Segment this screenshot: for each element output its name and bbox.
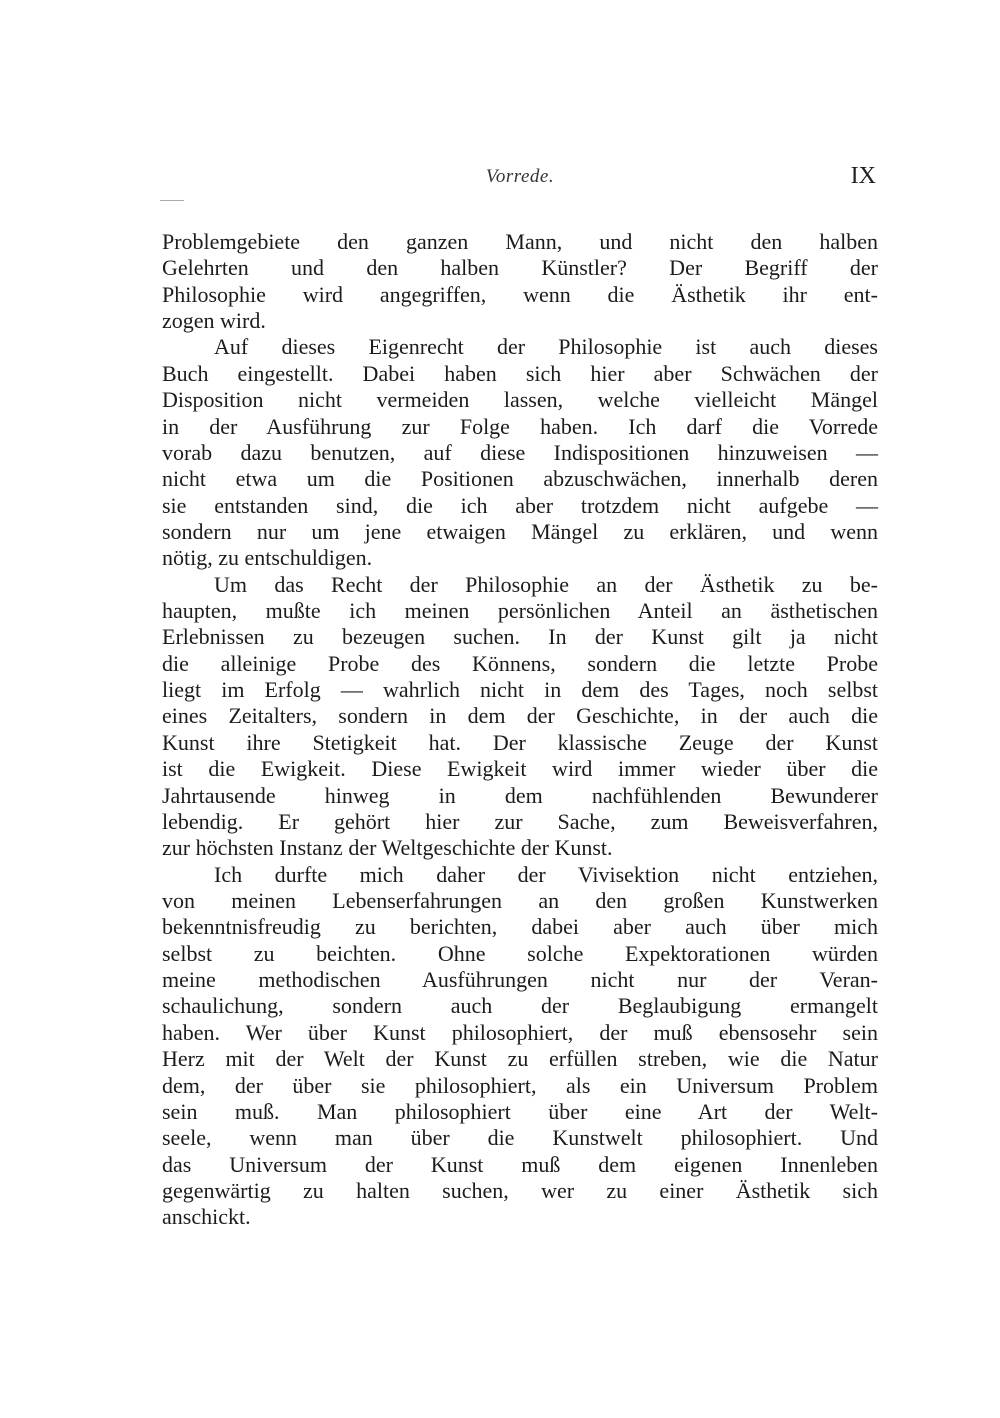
text-line: Problemgebiete den ganzen Mann, und nicht den halben: [162, 229, 878, 254]
text-line: haupten, mußte ich meinen persönlichen Anteil an ästhetischen: [162, 598, 878, 624]
text-line: schaulichung, sondern auch der Beglaubigung ermangelt: [162, 993, 878, 1019]
text-line: von meinen Lebenserfahrungen an den großen Kunstwerken: [162, 887, 878, 913]
text-line: Gelehrten und den halben Künstler? Der Begriff der: [162, 255, 878, 281]
header-rule: [160, 200, 184, 201]
text-line: sondern nur um jene etwaigen Mängel zu erklären, und wenn: [162, 518, 878, 544]
text-line: nicht etwa um die Positionen abzuschwächen, innerhalb deren: [162, 466, 878, 492]
text-line: Philosophie wird angegriffen, wenn die Ästhetik ihr ent-: [162, 281, 878, 307]
text-line: anschickt.: [162, 1204, 251, 1230]
text-line: Um das Recht der Philosophie an der Ästhetik zu be-: [214, 571, 878, 597]
text-line: liegt im Erfolg — wahrlich nicht in dem des Tages, noch selbst: [162, 677, 878, 703]
text-line: sie entstanden sind, die ich aber trotzdem nicht aufgebe —: [162, 492, 878, 518]
text-line: vorab dazu benutzen, auf diese Indispositionen hinzuweisen —: [162, 439, 878, 465]
text-line: zogen wird.: [162, 308, 266, 334]
text-line: eines Zeitalters, sondern in dem der Geschichte, in der auch die: [162, 703, 878, 729]
text-line: meine methodischen Ausführungen nicht nur der Veran-: [162, 967, 878, 993]
running-head: [162, 163, 878, 194]
paragraph: [162, 229, 878, 334]
text-line: Buch eingestellt. Dabei haben sich hier aber Schwächen der: [162, 360, 878, 386]
paragraph: [162, 334, 878, 571]
page-number: IX: [850, 163, 876, 189]
text-line: Disposition nicht vermeiden lassen, welche vielleicht Mängel: [162, 387, 878, 413]
text-line: bekenntnisfreudig zu berichten, dabei aber auch über mich: [162, 914, 878, 940]
paragraph: [162, 862, 878, 1231]
text-line: lebendig. Er gehört hier zur Sache, zum Beweisverfahren,: [162, 808, 878, 834]
text-line: Erlebnissen zu bezeugen suchen. In der Kunst gilt ja nicht: [162, 624, 878, 650]
text-line: Kunst ihre Stetigkeit hat. Der klassische Zeuge der Kunst: [162, 729, 878, 755]
text-line: ist die Ewigkeit. Diese Ewigkeit wird immer wieder über die: [162, 756, 878, 782]
text-line: zur höchsten Instanz der Weltgeschichte der Kunst.: [162, 835, 613, 861]
text-line: dem, der über sie philosophiert, als ein Universum Problem: [162, 1072, 878, 1098]
paragraph: [162, 572, 878, 862]
text-line: die alleinige Probe des Könnens, sondern die letzte Probe: [162, 650, 878, 676]
text-line: sein muß. Man philosophiert über eine Art der Welt-: [162, 1098, 878, 1124]
text-line: Auf dieses Eigenrecht der Philosophie ist auch dieses: [214, 334, 878, 360]
text-line: gegenwärtig zu halten suchen, wer zu einer Ästhetik sich: [162, 1177, 878, 1203]
text-line: selbst zu beichten. Ohne solche Expektorationen würden: [162, 940, 878, 966]
text-line: nötig, zu entschuldigen.: [162, 545, 373, 571]
text-line: Herz mit der Welt der Kunst zu erfüllen streben, wie die Natur: [162, 1046, 878, 1072]
text-line: das Universum der Kunst muß dem eigenen Innenleben: [162, 1151, 878, 1177]
text-line: seele, wenn man über die Kunstwelt philosophiert. Und: [162, 1125, 878, 1151]
text-line: Ich durfte mich daher der Vivisektion nicht entziehen,: [214, 861, 878, 887]
text-line: Jahrtausende hinweg in dem nachfühlenden Bewunderer: [162, 782, 878, 808]
body-text: [162, 229, 878, 1231]
running-head-title: Vorrede.: [485, 166, 555, 187]
text-line: in der Ausführung zur Folge haben. Ich darf die Vorrede: [162, 413, 878, 439]
text-line: haben. Wer über Kunst philosophiert, der muß ebensosehr sein: [162, 1019, 878, 1045]
